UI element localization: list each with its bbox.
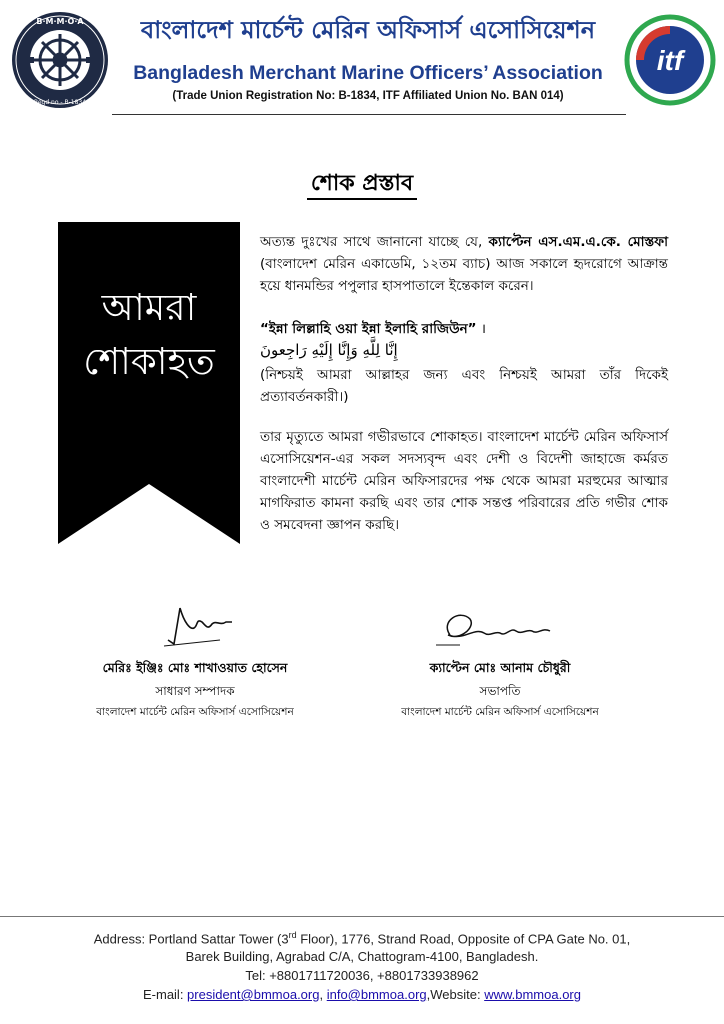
announcement-paragraph: অত্যন্ত দুঃখের সাথে জানানো যাচ্ছে যে, ক্যাপ্টেন এস.এম.এ.কে. মোস্তফা (বাংলাদেশ মেরিন একাডেমি, ১২তম ব্যাচ) আজ সকালে হৃদরোগে আক্রান্ত হয়ে ধানমন্ডির পপুলার হাসপাতালে ইন্তেকাল করেন। [260, 234, 669, 294]
website-link[interactable]: www.bmmoa.org [484, 987, 581, 1002]
banner-text-line1: আমরা [101, 286, 197, 329]
registration-info: (Trade Union Registration No: B-1834, ITF Affiliated Union No. BAN 014) [172, 90, 564, 102]
dua-meaning: (নিশ্চয়ই আমরা আল্লাহর জন্য এবং নিশ্চয়ই আমরা তাঁর দিকেই প্রত্যাবর্তনকারী।) [260, 367, 668, 405]
signatory-name-president: ক্যাপ্টেন মোঃ আনাম চৌধুরী [429, 660, 571, 675]
signatory-role-president: সভাপতি [479, 684, 521, 698]
association-logo [8, 8, 112, 112]
footer-telephone: Tel: +8801711720036, +8801733938962 [245, 968, 479, 983]
signatory-org-general-secretary: বাংলাদেশ মার্চেন্ট মেরিন অফিসার্স এসোসিয়েশন [96, 706, 294, 718]
svg-text:Regd no - B-1834: Regd no - B-1834 [33, 99, 87, 106]
signatory-role-general-secretary: সাধারণ সম্পাদক [155, 684, 235, 698]
footer-address-line2: Barek Building, Agrabad C/A, Chattogram-4100, Bangladesh. [185, 949, 539, 964]
association-name-english: Bangladesh Merchant Marine Officers’ Association [133, 62, 603, 84]
signatory-name-general-secretary: মেরিঃ ইঞ্জিঃ মোঃ শাখাওয়াত হোসেন [102, 660, 288, 675]
signature-general-secretary [150, 600, 240, 650]
email-link-info[interactable]: info@bmmoa.org [326, 987, 427, 1002]
document-title: শোক প্রস্তাব [0, 166, 724, 203]
association-name-bangla: বাংলাদেশ মার্চেন্ট মেরিন অফিসার্স এসোসিয়েশন [140, 16, 596, 44]
signature-president [430, 605, 570, 655]
footer-contact: E-mail: president@bmmoa.org, info@bmmoa.org,Website: www.bmmoa.org [142, 987, 581, 1002]
dua-arabic: إِنَّا لِلَّهِ وَإِنَّا إِلَيْهِ رَاجِعونَ [260, 341, 398, 359]
signatory-org-president: বাংলাদেশ মার্চেন্ট মেরিন অফিসার্স এসোসিয়েশন [401, 706, 599, 718]
dua-line: “ইন্না লিল্লাহি ওয়া ইন্না ইলাহি রাজিউন” । [260, 321, 486, 337]
svg-text:itf: itf [656, 45, 684, 76]
footer-divider [0, 916, 724, 917]
deceased-name: ক্যাপ্টেন এস.এম.এ.কে. মোস্তফা [488, 234, 669, 250]
itf-logo [624, 14, 716, 106]
email-link-president[interactable]: president@bmmoa.org [187, 987, 320, 1002]
condolence-paragraph: তার মৃত্যুতে আমরা গভীরভাবে শোকাহত। বাংলাদেশ মার্চেন্ট মেরিন অফিসার্স এসোসিয়েশন-এর সকল সদস্যবৃন্দ এবং দেশী ও বিদেশী জাহাজে কর্মরত বাংলাদেশী মার্চেন্ট মেরিন অফিসারদের পক্ষ থেকে আমরা মরহুমের আত্মার মাগফিরাত কামনা করছি এবং তার শোক সন্তপ্ত পরিবারের প্রতি গভীর শোক ও সমবেদনা জ্ঞাপন করছি। [260, 429, 668, 533]
footer-address-line1: Address: Portland Sattar Tower (3rd Floor), 1776, Strand Road, Opposite of CPA Gate No. 01, [93, 930, 631, 947]
banner-text-line2: শোকাহত [83, 340, 215, 383]
header-divider [112, 114, 626, 115]
svg-text:B·M·M·O·A: B·M·M·O·A [36, 17, 84, 26]
